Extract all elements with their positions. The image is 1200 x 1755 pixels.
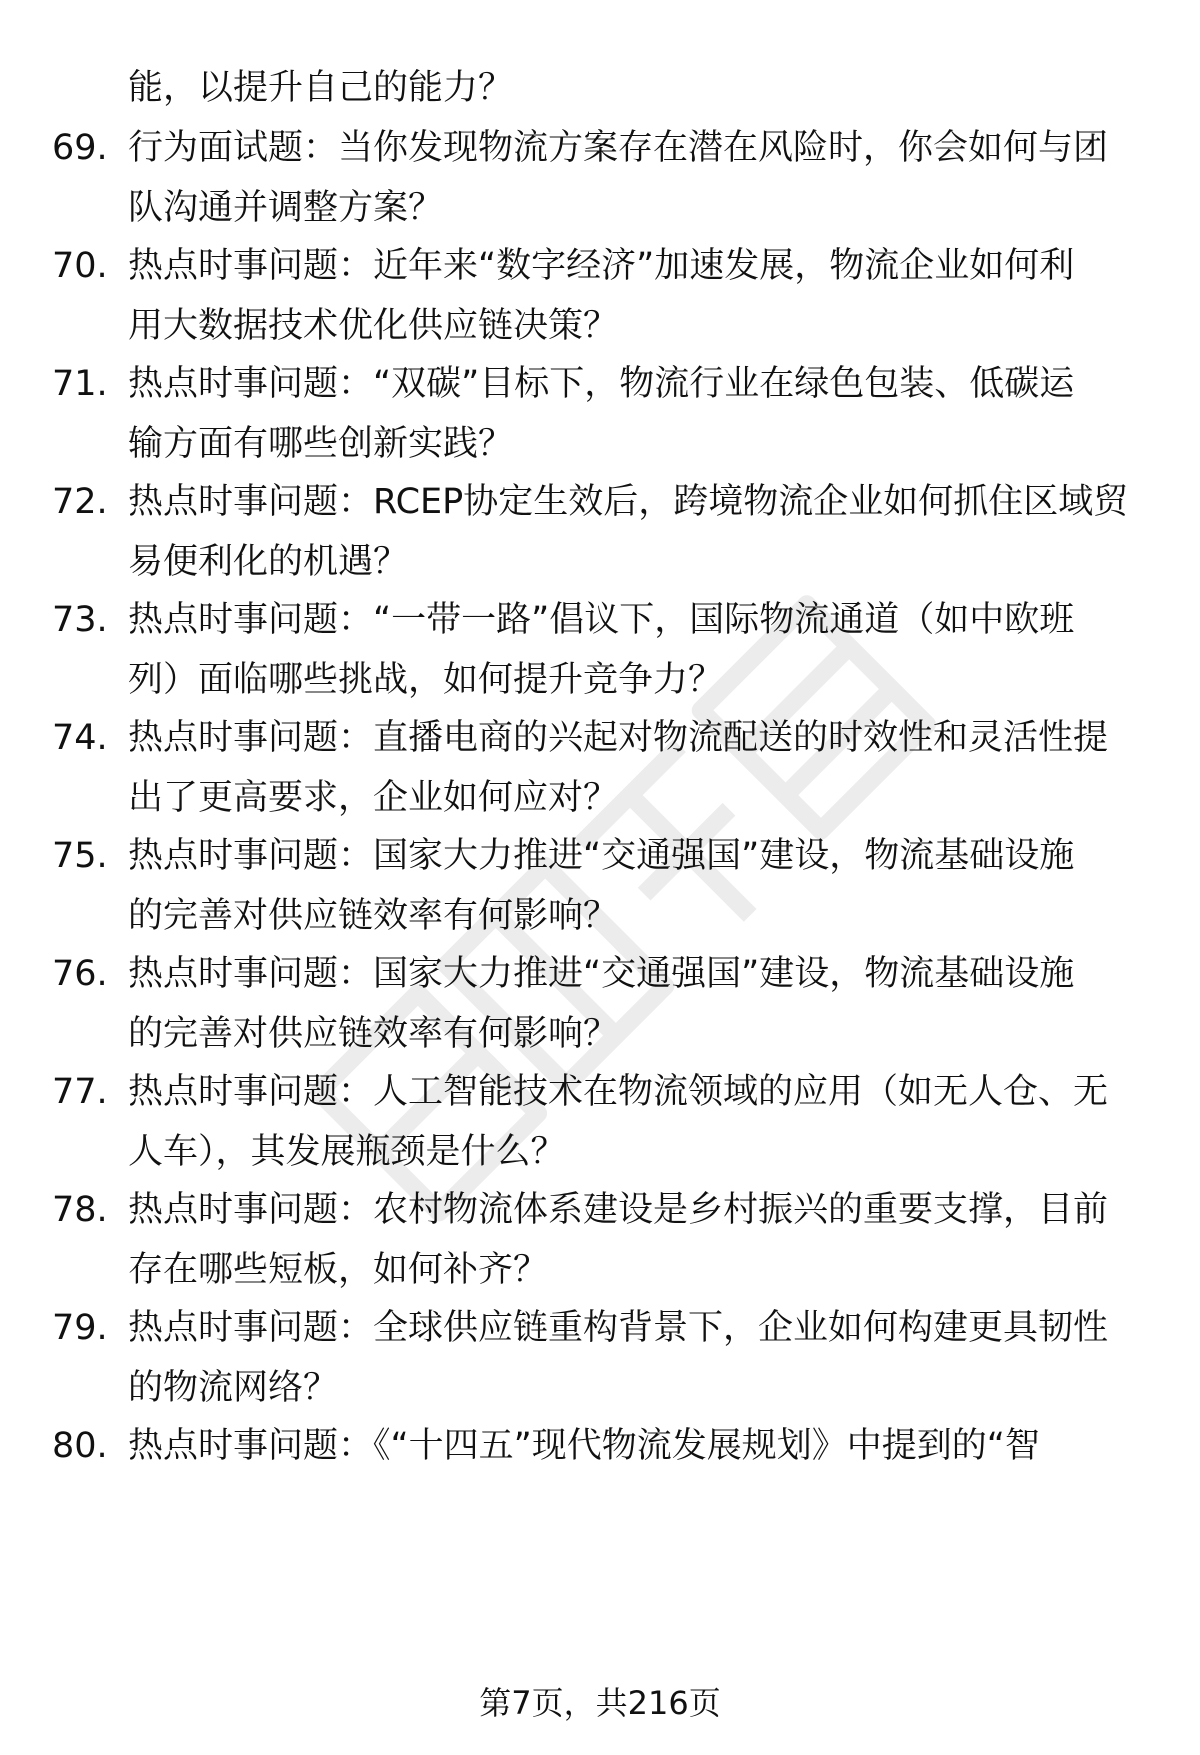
question-text-continued: 用大数据技术优化供应链决策？: [128, 306, 619, 346]
page-footer: 第7页，共216页: [479, 1684, 721, 1722]
list-item: [0, 1180, 1200, 1300]
question-text-continued: 的物流网络？: [128, 1368, 339, 1408]
list-item: [0, 236, 1200, 356]
question-text-continued: 出了更高要求，企业如何应对？: [128, 778, 619, 818]
list-item: [0, 472, 1200, 592]
question-text-continued: 的完善对供应链效率有何影响？: [128, 896, 619, 936]
question-number: 78.: [52, 1190, 108, 1230]
question-text: 热点时事问题：《“十四五”现代物流发展规划》中提到的“智: [128, 1426, 1040, 1466]
list-item: [0, 590, 1200, 710]
list-item: [0, 1062, 1200, 1182]
list-item: [0, 944, 1200, 1064]
question-text: 热点时事问题：国家大力推进“交通强国”建设，物流基础设施: [128, 954, 1075, 994]
continuation-text: 能，以提升自己的能力？: [128, 68, 514, 108]
question-text: 热点时事问题：RCEP协定生效后，跨境物流企业如何抓住区域贸: [128, 482, 1129, 522]
question-text-continued: 输方面有哪些创新实践？: [128, 424, 514, 464]
question-text: 热点时事问题：“一带一路”倡议下，国际物流通道（如中欧班: [128, 600, 1075, 640]
question-number: 79.: [52, 1308, 108, 1348]
question-number: 73.: [52, 600, 108, 640]
question-text: 行为面试题：当你发现物流方案存在潜在风险时，你会如何与团: [128, 128, 1109, 168]
question-text-continued: 易便利化的机遇？: [128, 542, 409, 582]
list-item: [0, 354, 1200, 474]
question-text: 热点时事问题：农村物流体系建设是乡村振兴的重要支撑，目前: [128, 1190, 1109, 1230]
question-number: 76.: [52, 954, 108, 994]
question-number: 71.: [52, 364, 108, 404]
list-item: [0, 708, 1200, 828]
list-item: [0, 826, 1200, 946]
question-number: 75.: [52, 836, 108, 876]
question-number: 74.: [52, 718, 108, 758]
question-text-continued: 队沟通并调整方案？: [128, 188, 444, 228]
question-text-continued: 存在哪些短板，如何补齐？: [128, 1250, 549, 1290]
question-number: 80.: [52, 1426, 108, 1466]
question-number: 72.: [52, 482, 108, 522]
question-text: 热点时事问题：人工智能技术在物流领域的应用（如无人仓、无: [128, 1072, 1109, 1112]
list-item: [0, 1298, 1200, 1418]
list-item: [0, 118, 1200, 238]
question-number: 70.: [52, 246, 108, 286]
question-text: 热点时事问题：直播电商的兴起对物流配送的时效性和灵活性提: [128, 718, 1109, 758]
question-number: 77.: [52, 1072, 108, 1112]
question-text-continued: 列）面临哪些挑战，如何提升竞争力？: [128, 660, 724, 700]
question-text: 热点时事问题：“双碳”目标下，物流行业在绿色包装、低碳运: [128, 364, 1075, 404]
list-item: [0, 1416, 1200, 1536]
question-text-continued: 人车），其发展瓶颈是什么？: [128, 1132, 566, 1172]
question-text: 热点时事问题：全球供应链重构背景下，企业如何构建更具韧性: [128, 1308, 1109, 1348]
question-text: 热点时事问题：近年来“数字经济”加速发展，物流企业如何利: [128, 246, 1075, 286]
question-text-continued: 的完善对供应链效率有何影响？: [128, 1014, 619, 1054]
question-text: 热点时事问题：国家大力推进“交通强国”建设，物流基础设施: [128, 836, 1075, 876]
question-number: 69.: [52, 128, 108, 168]
